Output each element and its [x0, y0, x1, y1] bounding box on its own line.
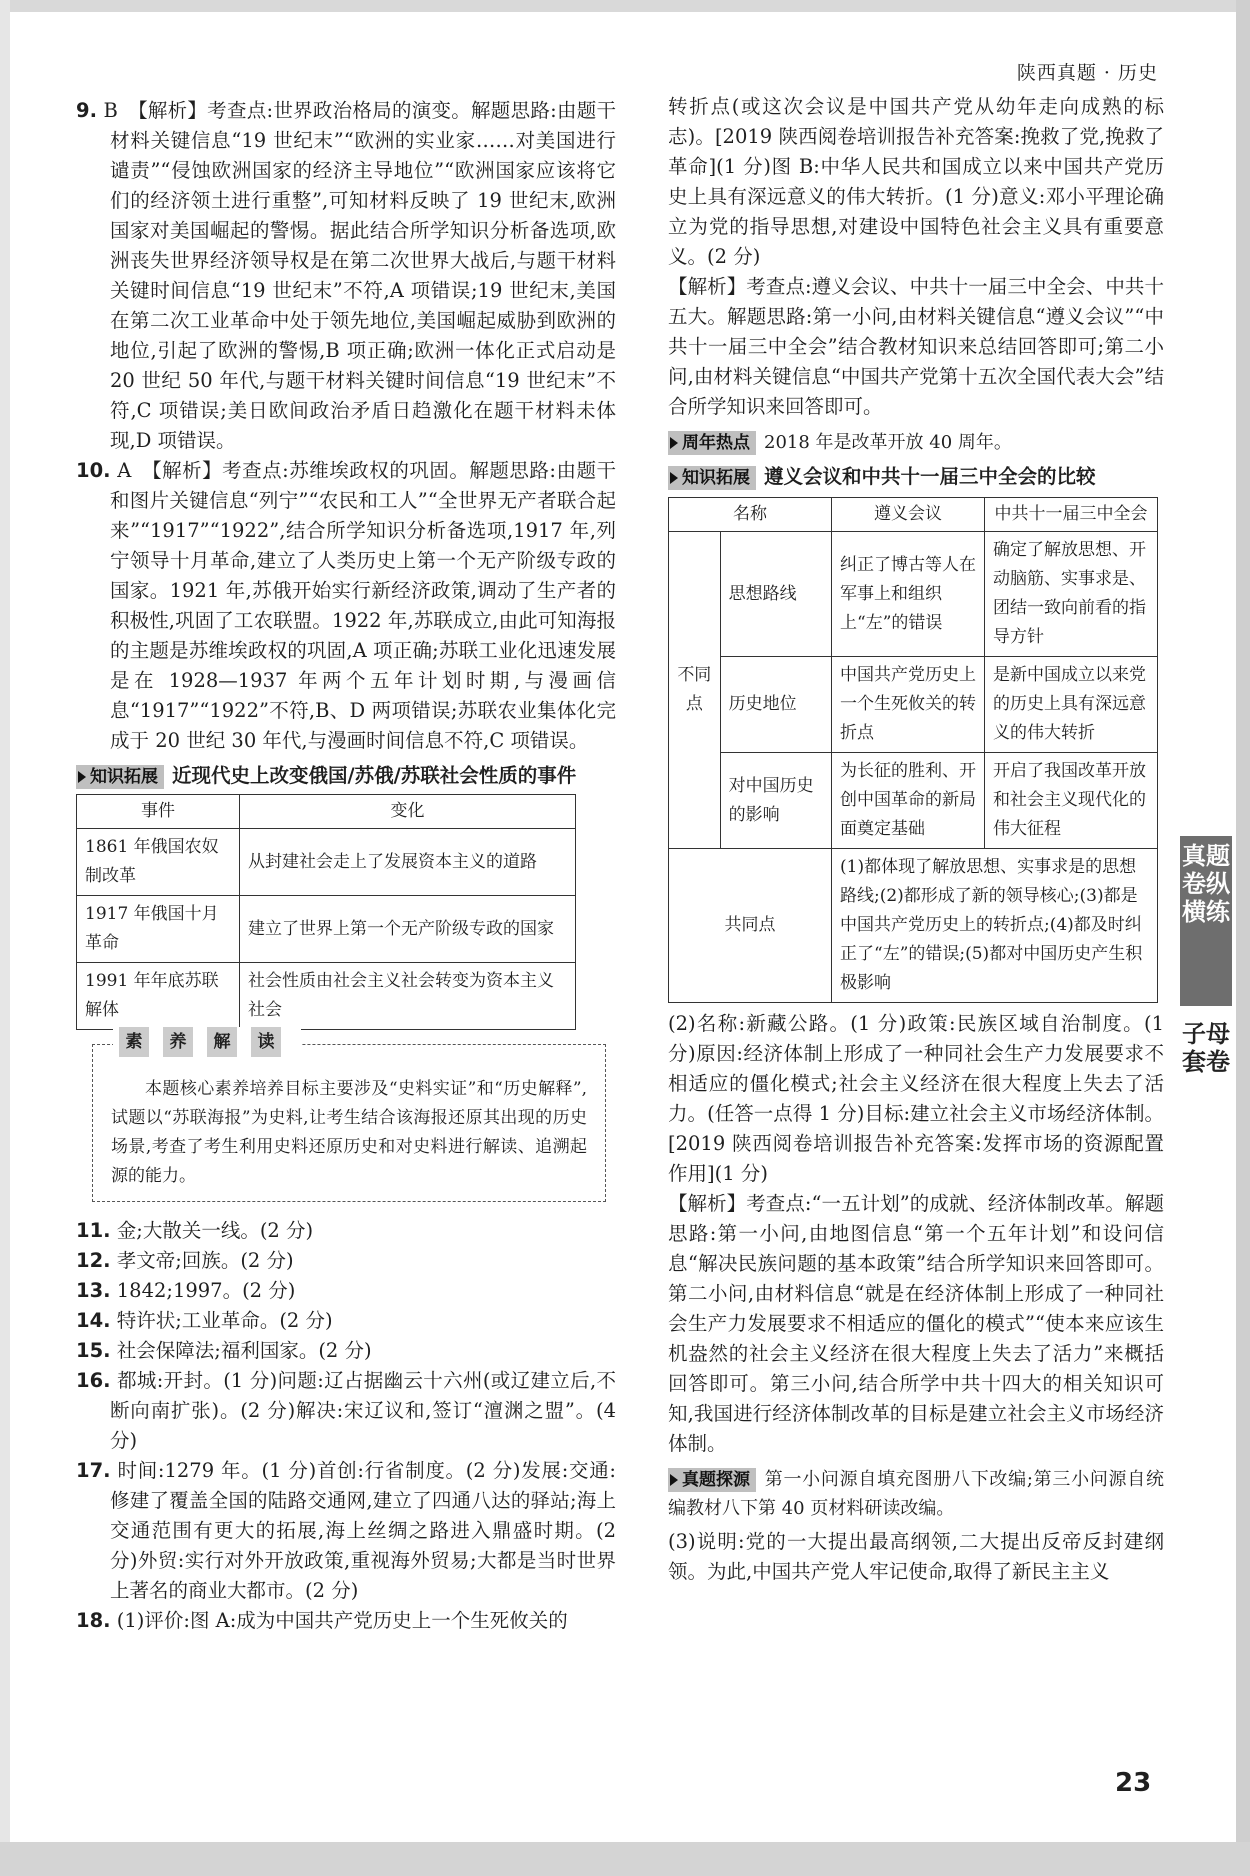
table-row	[77, 829, 576, 896]
extension-title: 遵义会议和中共十一届三中全会的比较	[764, 465, 1096, 488]
table-row	[669, 532, 1158, 657]
answer-text: 1842;1997。(2 分)	[116, 1279, 296, 1302]
table-header: 名称	[669, 498, 832, 532]
knowledge-tag: 知识拓展	[668, 466, 756, 490]
page-header: 陕西真题 · 历史	[1016, 62, 1158, 84]
question-number: 16.	[76, 1369, 111, 1392]
literacy-title-char: 素	[119, 1027, 149, 1057]
scan-edge-bottom	[0, 1842, 1250, 1876]
question-number: 15.	[76, 1339, 111, 1362]
table-cell: 为长征的胜利、开创中国革命的新局面奠定基础	[832, 753, 985, 849]
table-cell: 对中国历史的影响	[720, 753, 831, 849]
hotspot-tag: 周年热点	[668, 431, 756, 455]
literacy-text: 本题核心素养培养目标主要涉及“史料实证”和“历史解释”,试题以“苏联海报”为史料,让考生结合该海报还原其出现的历史场景,考查了考生利用史料还原历史和对史料进行解读、追溯起源的能力。	[111, 1079, 587, 1186]
question-9	[76, 96, 616, 456]
question-number: 12.	[76, 1249, 111, 1272]
side-tab-series: 真题卷纵横练	[1180, 836, 1232, 1006]
side-tab-subtitle: 子母套卷	[1182, 1020, 1230, 1076]
table-cell: 是新中国成立以来党的历史上具有深远意义的伟大转折	[985, 657, 1158, 753]
hotspot-text: 2018 年是改革开放 40 周年。	[764, 432, 1012, 453]
answer-text: 特许状;工业革命。(2 分)	[116, 1309, 333, 1332]
question-number: 18.	[76, 1609, 111, 1632]
table-row	[669, 753, 1158, 849]
question-number: 17.	[76, 1459, 111, 1482]
question-15	[76, 1336, 616, 1366]
left-column	[76, 96, 616, 1636]
answer-18-continued: 转折点(或这次会议是中国共产党从幼年走向成熟的标志)。[2019 陕西阅卷培训报告补充答案:挽救了党,挽救了革命](1 分)图 B:中华人民共和国成立以来中国共产党历史上具有深远意义的伟大转折。(1 分)意义:邓小平理论确立为党的指导思想,对建设中国特色社会主义具有重要意义。(2 分)	[668, 95, 1164, 268]
table-cell: 确定了解放思想、开动脑筋、实事求是、团结一致向前看的指导方针	[985, 532, 1158, 657]
literacy-title	[113, 1027, 301, 1057]
table-cell: 历史地位	[720, 657, 831, 753]
question-number: 11.	[76, 1219, 111, 1242]
common-label: 共同点	[669, 849, 832, 1003]
literacy-box	[92, 1032, 606, 1202]
question-number: 9.	[76, 99, 97, 122]
question-11	[76, 1216, 616, 1246]
source-text: 第一小问源自填充图册八下改编;第三小问源自统编教材八下第 40 页材料研读改编。	[668, 1469, 1164, 1519]
table-header-row	[669, 498, 1158, 532]
literacy-title-char: 读	[251, 1027, 281, 1057]
source-exploration	[668, 1465, 1164, 1523]
russia-events-table	[76, 794, 576, 1030]
question-12	[76, 1246, 616, 1276]
question-16	[76, 1366, 616, 1456]
diff-label: 不同点	[669, 532, 721, 849]
table-header: 中共十一届三中全会	[985, 498, 1158, 532]
question-number: 13.	[76, 1279, 111, 1302]
table-header: 遵义会议	[832, 498, 985, 532]
question-number: 10.	[76, 459, 111, 482]
answer-text: (1)评价:图 A:成为中国共产党历史上一个生死攸关的	[116, 1609, 568, 1632]
answer-text: 社会保障法;福利国家。(2 分)	[116, 1339, 372, 1362]
question-17	[76, 1456, 616, 1606]
question-13	[76, 1276, 616, 1306]
table-row	[77, 963, 576, 1030]
answer-text: 都城:开封。(1 分)问题:辽占据幽云十六州(或辽建立后,不断向南扩张)。(2 分)解决:宋辽议和,签订“澶渊之盟”。(4 分)	[110, 1369, 616, 1452]
table-cell: 中国共产党历史上一个生死攸关的转折点	[832, 657, 985, 753]
literacy-title-char: 解	[207, 1027, 237, 1057]
question-number: 14.	[76, 1309, 111, 1332]
knowledge-extension-1	[76, 762, 616, 790]
table-row	[77, 896, 576, 963]
question-18	[76, 1606, 616, 1636]
table-row	[669, 849, 1158, 1003]
answer-text: 金;大散关一线。(2 分)	[116, 1219, 314, 1242]
answer-18-3: (3)说明:党的一大提出最高纲领,二大提出反帝反封建纲领。为此,中国共产党人牢记使命,取得了新民主主义	[668, 1530, 1164, 1583]
table-cell: 1991 年年底苏联解体	[77, 963, 240, 1030]
scan-edge-right	[1236, 0, 1250, 1876]
table-cell: 1861 年俄国农奴制改革	[77, 829, 240, 896]
answer-text: 孝文帝;回族。(2 分)	[116, 1249, 294, 1272]
table-cell: (1)都体现了解放思想、实事求是的思想路线;(2)都形成了新的领导核心;(3)都是中国共产党历史上的转折点;(4)都及时纠正了“左”的错误;(5)都对中国历史产生积极影响	[832, 849, 1158, 1003]
answer-18-2: (2)名称:新藏公路。(1 分)政策:民族区域自治制度。(1 分)原因:经济体制上形成了一种同社会生产力发展要求不相适应的僵化模式;社会主义经济在很大程度上失去了活力。(任答一点得 1 分)目标:建立社会主义市场经济体制。[2019 陕西阅卷培训报告补充答案:发挥市场的资源配置作用](1 分)	[668, 1012, 1164, 1185]
table-cell: 纠正了博古等人在军事上和组织上“左”的错误	[832, 532, 985, 657]
page-number: 23	[1115, 1768, 1152, 1798]
table-row	[669, 657, 1158, 753]
table-cell: 建立了世界上第一个无产阶级专政的国家	[240, 896, 576, 963]
scan-edge-top	[0, 0, 1250, 12]
table-cell: 社会性质由社会主义社会转变为资本主义社会	[240, 963, 576, 1030]
anniversary-hotspot	[668, 428, 1164, 457]
table-cell: 开启了我国改革开放和社会主义现代化的伟大征程	[985, 753, 1158, 849]
knowledge-tag: 知识拓展	[76, 765, 164, 789]
scan-edge-left	[0, 0, 10, 1876]
question-text: B 【解析】考查点:世界政治格局的演变。解题思路:由题干材料关键信息“19 世纪末”“欧洲的实业家……对美国进行谴责”“侵蚀欧洲国家的经济主导地位”“欧洲国家应该将它们的经济领土进行重整”,可知材料反映了 19 世纪末,欧洲国家对美国崛起的警惕。据此结合所学知识分析备选项,欧洲丧失世界经济领导权是在第二次世界大战后,与题干材料关键时间信息“19 世纪末”不符,A 项错误;19 世纪末,美国在第二次工业革命中处于领先地位,美国崛起威胁到欧洲的地位,引起了欧洲的警惕,B 项正确;欧洲一体化正式启动是 20 世纪 50 年代,与题干材料关键时间信息“19 世纪末”不符,C 项错误;美日欧间政治矛盾日趋激化在题干材料未体现,D 项错误。	[103, 99, 616, 452]
table-cell: 从封建社会走上了发展资本主义的道路	[240, 829, 576, 896]
knowledge-extension-2	[668, 463, 1164, 491]
literacy-title-char: 养	[163, 1027, 193, 1057]
table-cell: 思想路线	[720, 532, 831, 657]
right-column	[668, 92, 1164, 1587]
source-tag: 真题探源	[668, 1468, 756, 1492]
table-header-row	[77, 795, 576, 829]
answer-text: 时间:1279 年。(1 分)首创:行省制度。(2 分)发展:交通:修建了覆盖全国的陆路交通网,建立了四通八达的驿站;海上交通范围有更大的拓展,海上丝绸之路进入鼎盛时期。(2 分)外贸:实行对外开放政策,重视海外贸易;大都是当时世界上著名的商业大都市。(2 分)	[110, 1459, 616, 1602]
meeting-comparison-table	[668, 497, 1158, 1003]
table-header: 事件	[77, 795, 240, 829]
question-text: A 【解析】考查点:苏维埃政权的巩固。解题思路:由题干和图片关键信息“列宁”“农民和工人”“全世界无产者联合起来”“1917”“1922”,结合所学知识分析备选项,1917 年,列宁领导十月革命,建立了人类历史上第一个无产阶级专政的国家。1921 年,苏俄开始实行新经济政策,调动了生产者的积极性,巩固了工农联盟。1922 年,苏联成立,由此可知海报的主题是苏维埃政权的巩固,A 项正确;苏联工业化迅速发展是在 1928—1937 年两个五年计划时期,与漫画信息“1917”“1922”不符,B、D 两项错误;苏联农业集体化完成于 20 世纪 30 年代,与漫画时间信息不符,C 项错误。	[110, 459, 616, 752]
question-14	[76, 1306, 616, 1336]
table-cell: 1917 年俄国十月革命	[77, 896, 240, 963]
question-10	[76, 456, 616, 756]
extension-title: 近现代史上改变俄国/苏俄/苏联社会性质的事件	[172, 764, 577, 787]
analysis-18-2: 【解析】考查点:“一五计划”的成就、经济体制改革。解题思路:第一小问,由地图信息“第一个五年计划”和设问信息“解决民族问题的基本政策”结合所学知识来回答即可。第二小问,由材料信息“就是在经济体制上形成了一种同社会生产力发展要求不相适应的僵化的模式”“使本来应该生机盎然的社会主义经济在很大程度上失去了活力”来概括回答即可。第三小问,结合所学中共十四大的相关知识可知,我国进行经济体制改革的目标是建立社会主义市场经济体制。	[668, 1192, 1164, 1455]
table-header: 变化	[240, 795, 576, 829]
analysis-18-1: 【解析】考查点:遵义会议、中共十一届三中全会、中共十五大。解题思路:第一小问,由材料关键信息“遵义会议”“中共十一届三中全会”结合教材知识来总结回答即可;第二小问,由材料关键信息“中国共产党第十五次全国代表大会”结合所学知识来回答即可。	[668, 275, 1164, 418]
